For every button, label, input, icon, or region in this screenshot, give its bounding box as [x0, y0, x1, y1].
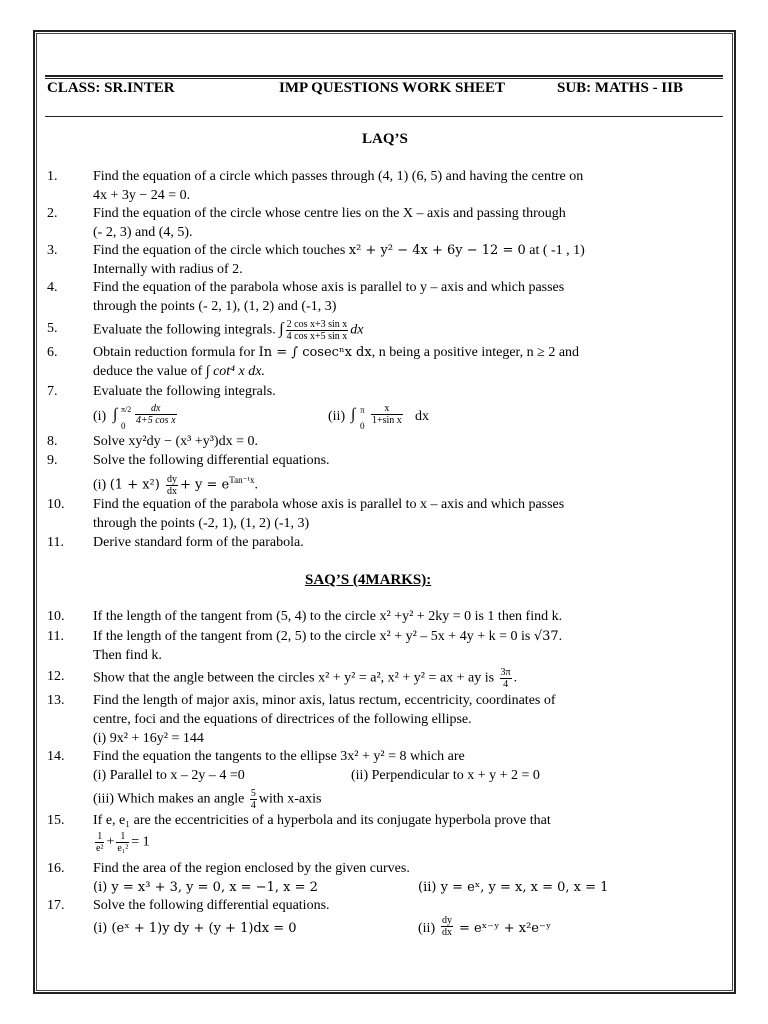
- question-text: 4x + 3y − 24 = 0.: [93, 188, 191, 203]
- question-text: Find the equation of the parabola whose axis is parallel to y – axis and which passes: [93, 280, 565, 295]
- numerator: dy: [166, 473, 177, 485]
- numerator: 3π: [500, 667, 511, 678]
- part-iii: (iii) Which makes an angle: [93, 791, 248, 807]
- question-text: Then find k.: [93, 648, 162, 663]
- equals-one: = 1: [131, 834, 150, 850]
- question-text: centre, foci and the equations of directrices of the following ellipse.: [93, 712, 472, 727]
- denominator: e²: [96, 843, 104, 854]
- question-text: Show that the angle between the circles x² + y² = a², x² + y² = ax + ay is: [93, 670, 498, 686]
- part-ii-label: (ii): [418, 921, 436, 936]
- laq-question-6: [47, 343, 727, 381]
- numerator: dy: [442, 915, 452, 926]
- denominator: 1+sin x: [372, 415, 402, 426]
- equation-part: (1 + x²): [109, 477, 164, 493]
- question-text: (- 2, 3) and (4, 5).: [93, 225, 193, 240]
- question-number: 16.: [47, 861, 65, 876]
- exponent: Tan⁻¹x: [229, 475, 255, 485]
- reduction-integral: In = ∫ cosecⁿx dx: [258, 345, 372, 360]
- question-text: Find the equation of the parabola whose axis is parallel to x – axis and which passes: [93, 497, 565, 512]
- part-i-label: (i): [93, 477, 110, 493]
- saq-question-13: [47, 691, 727, 748]
- numerator: x: [371, 403, 403, 415]
- numerator: 5: [250, 788, 256, 799]
- question-text: Evaluate the following integrals.: [93, 322, 280, 338]
- question-number: 1.: [47, 169, 58, 184]
- saq-question-11: [47, 627, 727, 665]
- numerator: 1: [116, 831, 129, 843]
- question-text: with x-axis: [258, 791, 322, 807]
- laq-question-7: [47, 382, 727, 432]
- question-text: , n being a positive integer, n ≥ 2 and: [371, 345, 580, 360]
- integral-sign: ∫: [279, 320, 284, 338]
- question-number: 6.: [47, 345, 58, 360]
- plus-sign: +: [106, 834, 115, 850]
- period: .: [513, 670, 518, 686]
- laq-question-10: [47, 495, 727, 533]
- laq-question-11: [47, 533, 727, 552]
- period: .: [254, 477, 259, 493]
- question-text: Find the equation of a circle which passes through (4, 1) (6, 5) and having the centre on: [93, 169, 584, 184]
- integral-sign: ∫: [113, 406, 118, 423]
- question-text: Find the equation the tangents to the ellipse 3x² + y² = 8 which are: [93, 749, 465, 764]
- equation-part: + y = e: [179, 477, 230, 493]
- part-ii: (ii) Perpendicular to x + y + 2 = 0: [351, 768, 540, 783]
- question-text: Find the area of the region enclosed by the given curves.: [93, 861, 410, 876]
- subject-label: SUB: MATHS - IIB: [557, 80, 683, 96]
- fraction-2: [116, 831, 129, 854]
- laq-question-8: [47, 432, 727, 451]
- integrand-fraction: [286, 319, 349, 342]
- saq-question-16: [47, 859, 727, 897]
- question-text: Evaluate the following integrals.: [93, 384, 276, 399]
- numerator: 2 cos x+3 sin x: [286, 319, 348, 330]
- part-i: (i) y = x³ + 3, y = 0, x = −1, x = 2: [93, 880, 318, 895]
- angle-fraction: [250, 788, 257, 811]
- cot-integral: ∫ cot⁴ x dx.: [205, 364, 265, 379]
- sheet-title: IMP QUESTIONS WORK SHEET: [279, 80, 506, 96]
- ellipse-equation: (i) 9x² + 16y² = 144: [93, 731, 204, 746]
- saq-question-10: [47, 607, 727, 626]
- denominator: 4: [503, 679, 509, 690]
- numerator: dx: [135, 403, 177, 415]
- lower-limit: 0: [360, 421, 365, 431]
- question-number: 12.: [47, 669, 65, 684]
- question-text: If the length of the tangent from (5, 4) to the circle x² +y² + 2ky = 0 is 1 then find k.: [93, 609, 563, 624]
- upper-limit: π/2: [121, 405, 132, 414]
- integrand-fraction: [371, 403, 403, 426]
- part-i-label: (i): [93, 409, 107, 424]
- question-number: 4.: [47, 280, 58, 295]
- question-number: 2.: [47, 206, 58, 221]
- question-text: Solve the following differential equations.: [93, 898, 330, 913]
- question-text: Obtain reduction formula for: [93, 345, 259, 360]
- question-number: 5.: [47, 321, 58, 336]
- angle-fraction: [500, 667, 512, 690]
- laq-question-2: [47, 204, 727, 242]
- header-rule-bottom: [45, 116, 723, 117]
- laq-question-3: [47, 241, 727, 279]
- part-ii-equation: = eˣ⁻ʸ + x²e⁻ʸ: [459, 921, 552, 936]
- period: .: [558, 629, 563, 644]
- question-text: through the points (-2, 1), (1, 2) (-1, 3): [93, 516, 310, 531]
- part-i: (i) (eˣ + 1)y dy + (y + 1)dx = 0: [93, 921, 297, 936]
- question-number: 10.: [47, 497, 65, 512]
- denominator: dx: [442, 927, 452, 938]
- question-text: Solve xy²dy − (x³ +y³)dx = 0.: [93, 434, 258, 449]
- derivative-fraction: [166, 474, 178, 497]
- saq-question-15: [47, 811, 727, 859]
- dx: dx: [415, 409, 429, 424]
- part-ii: (ii) y = eˣ, y = x, x = 0, x = 1: [418, 880, 609, 895]
- question-number: 8.: [47, 434, 58, 449]
- integral-sign: ∫: [351, 406, 356, 423]
- question-number: 17.: [47, 898, 65, 913]
- question-text: Internally with radius of 2.: [93, 262, 243, 277]
- dx: dx: [350, 322, 364, 338]
- laq-question-1: [47, 167, 727, 205]
- saq-question-14: [47, 747, 727, 811]
- question-number: 9.: [47, 453, 58, 468]
- saq-question-17: [47, 896, 727, 942]
- sqrt-value: √37: [533, 629, 559, 644]
- derivative-fraction: [441, 915, 453, 938]
- denominator: 4+5 cos x: [136, 415, 176, 426]
- saq-question-12: [47, 665, 727, 691]
- question-number: 3.: [47, 243, 58, 258]
- question-number: 10.: [47, 609, 65, 624]
- part-i: (i) Parallel to x – 2y – 4 =0: [93, 768, 245, 783]
- saq-section-title: SAQ’S (4MARKS):: [305, 572, 432, 588]
- question-text: deduce the value of: [93, 364, 206, 379]
- question-number: 14.: [47, 749, 65, 764]
- denominator: dx: [166, 485, 177, 497]
- part-ii-label: (ii): [328, 409, 346, 424]
- fraction-1: [95, 831, 104, 854]
- denominator: 4: [250, 800, 256, 811]
- question-text: through the points (- 2, 1), (1, 2) and (-1, 3): [93, 299, 337, 314]
- question-text: Find the equation of the circle whose centre lies on the X – axis and passing through: [93, 206, 566, 221]
- question-text: Find the length of major axis, minor axis, latus rectum, eccentricity, coordinates of: [93, 693, 556, 708]
- laq-section-title: LAQ’S: [362, 131, 408, 147]
- question-number: 15.: [47, 813, 65, 828]
- denominator: e₁²: [117, 843, 129, 854]
- question-text: If e, e₁ are the eccentricities of a hyperbola and its conjugate hyperbola prove that: [93, 813, 551, 828]
- integrand-fraction: [135, 403, 177, 426]
- worksheet-header: [47, 80, 723, 98]
- numerator: 1: [95, 831, 104, 843]
- question-text: If the length of the tangent from (2, 5) to the circle x² + y² – 5x + 4y + k = 0 is: [93, 629, 534, 644]
- question-number: 7.: [47, 384, 58, 399]
- question-text: Solve the following differential equations.: [93, 453, 330, 468]
- lower-limit: 0: [121, 421, 126, 431]
- laq-question-9: [47, 451, 727, 497]
- header-rule-top: [45, 75, 723, 77]
- circle-equation: x² + y² − 4x + 6y − 12 = 0: [348, 243, 526, 258]
- denominator: 4 cos x+5 sin x: [286, 331, 348, 342]
- question-text: Derive standard form of the parabola.: [93, 535, 304, 550]
- upper-limit: π: [360, 405, 365, 415]
- question-number: 11.: [47, 629, 64, 644]
- laq-question-5: [47, 318, 727, 344]
- question-number: 11.: [47, 535, 64, 550]
- laq-question-4: [47, 278, 727, 316]
- question-text: Find the equation of the circle which touches: [93, 243, 349, 258]
- question-text: at ( -1 , 1): [525, 243, 585, 258]
- question-number: 13.: [47, 693, 65, 708]
- header-rule-top-2: [45, 78, 723, 79]
- class-label: CLASS: SR.INTER: [47, 80, 175, 96]
